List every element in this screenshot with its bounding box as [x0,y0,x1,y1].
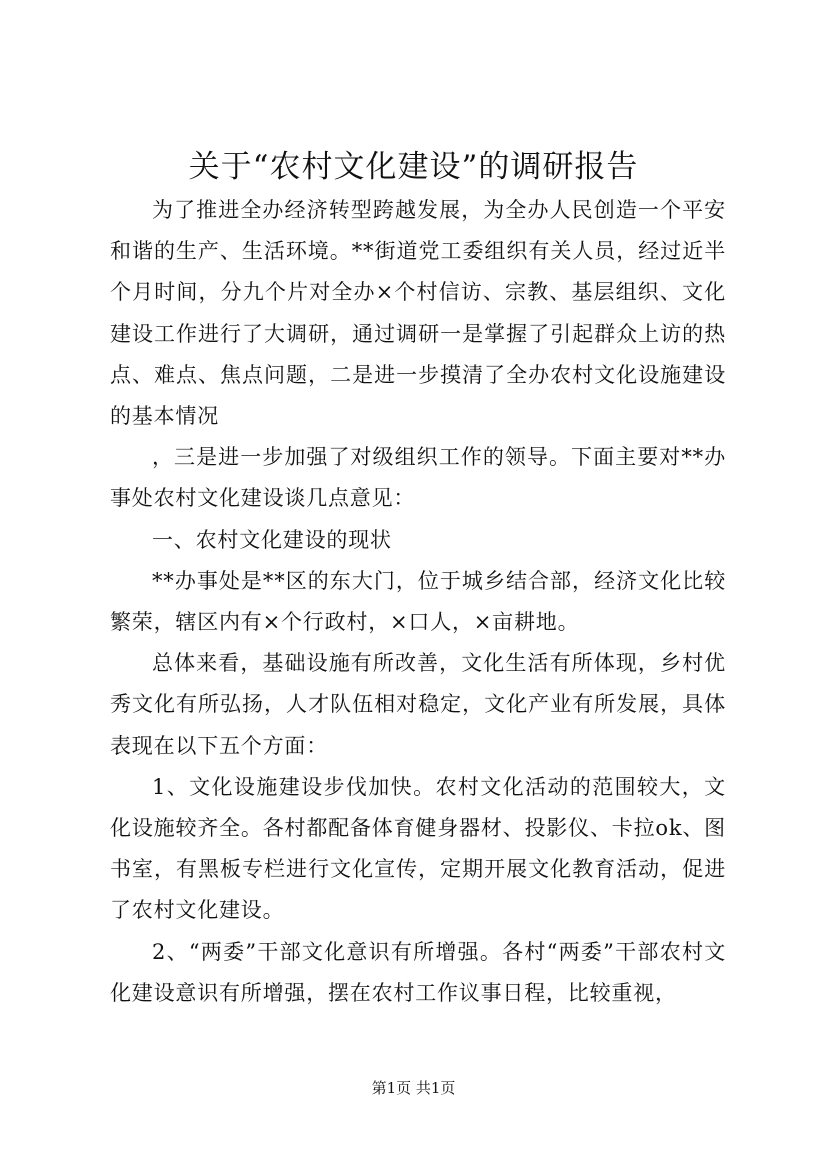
paragraph-point-2: 2、“两委”干部文化意识有所增强。各村“两委”干部农村文化建设意识有所增强，摆在农村工作议事日程，比较重视， [110,939,726,1005]
section-heading-status: 一、农村文化建设的现状 [152,527,392,552]
paragraph-intro-continued: ，三是进一步加强了对级组织工作的领导。下面主要对**办事处农村文化建设谈几点意见： [110,445,726,511]
paragraph-point-1: 1、文化设施建设步伐加快。农村文化活动的范围较大，文化设施较齐全。各村都配备体育健身器材、投影仪、卡拉ok、图书室，有黑板专栏进行文化宣传，定期开展文化教育活动，促进了农村文化建设。 [110,774,726,923]
paragraph-overview: **办事处是**区的东大门，位于城乡结合部，经济文化比较繁荣，辖区内有×个行政村，×口人，×亩耕地。 [110,568,726,635]
document-body [110,190,726,1014]
paragraph-summary: 总体来看，基础设施有所改善，文化生活有所体现，乡村优秀文化有所弘扬，人才队伍相对稳定，文化产业有所发展，具体表现在以下五个方面： [110,651,726,758]
paragraph-intro: 为了推进全办经济转型跨越发展，为全办人民创造一个平安和谐的生产、生活环境。**街道党工委组织有关人员，经过近半个月时间，分九个片对全办×个村信访、宗教、基层组织、文化建设工作进行了大调研，通过调研一是掌握了引起群众上访的热点、难点、焦点问题，二是进一步摸清了全办农村文化设施建设的基本情况 [110,198,726,429]
page-footer: 第1页 共1页 [371,1079,456,1097]
document-title: 关于“农村文化建设”的调研报告 [188,149,639,185]
